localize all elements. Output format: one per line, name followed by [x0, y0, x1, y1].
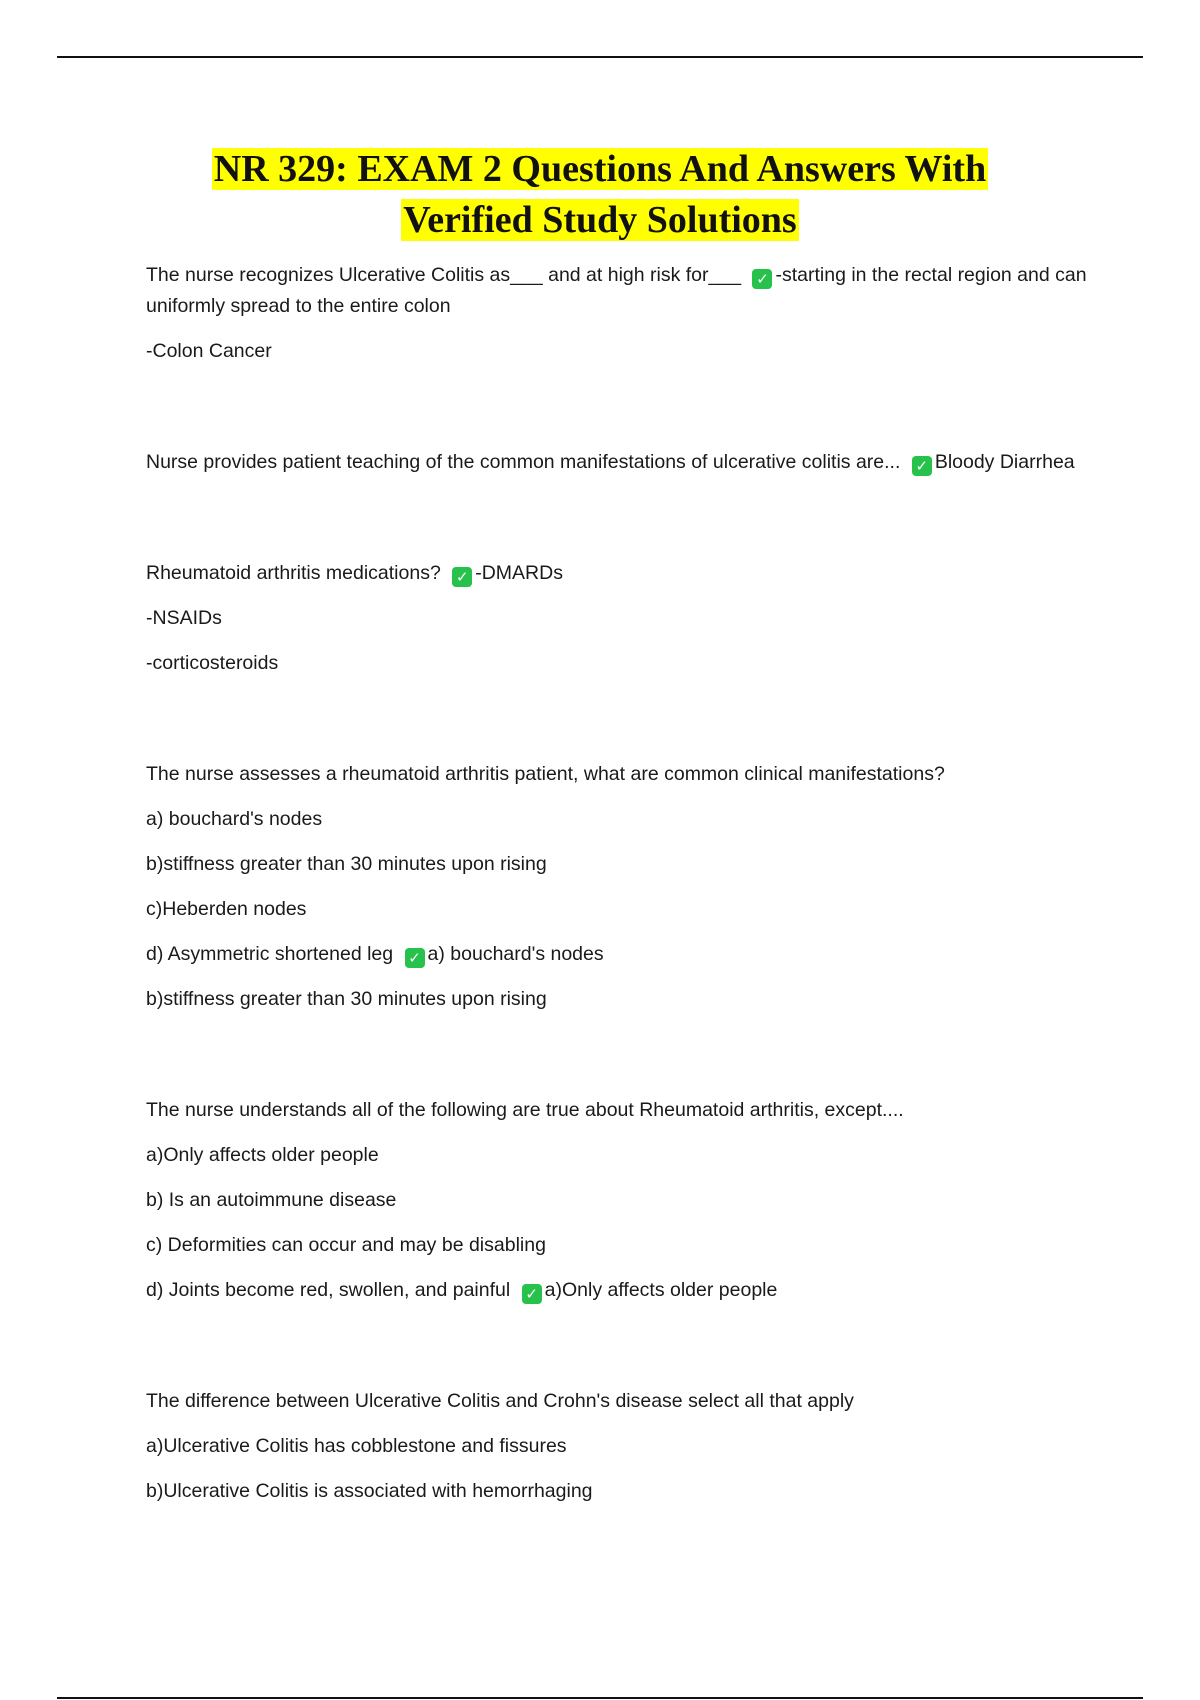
answer-line: -corticosteroids: [146, 652, 279, 674]
answer-text: a) bouchard's nodes: [427, 943, 604, 965]
check-mark-icon: ✓: [522, 1284, 542, 1304]
option-answer-line: [146, 939, 1096, 970]
qa-item: [146, 447, 1096, 478]
check-mark-icon: ✓: [405, 948, 425, 968]
option-answer-line: [146, 1275, 1096, 1306]
document-title: [0, 144, 1200, 246]
answer-text: a)Only affects older people: [544, 1279, 778, 1301]
question-text: Rheumatoid arthritis medications?: [146, 562, 441, 584]
answer-text: -DMARDs: [475, 562, 563, 584]
option-line: a)Only affects older people: [146, 1144, 379, 1166]
option-line: b)Ulcerative Colitis is associated with hemorrhaging: [146, 1480, 593, 1502]
question-text: The nurse assesses a rheumatoid arthritis patient, what are common clinical manifestations?: [146, 763, 945, 785]
answer-text: Bloody Diarrhea: [934, 451, 1075, 473]
question-text: The difference between Ulcerative Colitis and Crohn's disease select all that apply: [146, 1390, 854, 1412]
title-line-2: Verified Study Solutions: [403, 199, 797, 241]
qa-question: [146, 558, 1096, 589]
question-text: The nurse understands all of the following are true about Rheumatoid arthritis, except....: [146, 1099, 904, 1121]
check-mark-icon: ✓: [912, 456, 932, 476]
answer-line: -Colon Cancer: [146, 340, 272, 362]
qa-item: [146, 260, 1096, 367]
qa-item: [146, 759, 1096, 1015]
option-line: c) Deformities can occur and may be disabling: [146, 1234, 546, 1256]
bottom-rule: [57, 1697, 1143, 1699]
question-text: The nurse recognizes Ulcerative Colitis as___ and at high risk for___: [146, 264, 742, 286]
title-line-1: NR 329: EXAM 2 Questions And Answers With: [213, 148, 987, 190]
qa-item: [146, 558, 1096, 679]
top-rule: [57, 56, 1143, 58]
qa-item: [146, 1386, 1096, 1507]
answer-text: -starting in the rectal region and can uniformly spread to the entire colon: [146, 264, 1087, 317]
qa-question: [146, 447, 1096, 478]
check-mark-icon: ✓: [752, 269, 772, 289]
option-line: a)Ulcerative Colitis has cobblestone and fissures: [146, 1435, 567, 1457]
qa-item: [146, 1095, 1096, 1306]
option-line: b)stiffness greater than 30 minutes upon rising: [146, 853, 547, 875]
qa-list: [146, 260, 1096, 1587]
answer-line: -NSAIDs: [146, 607, 222, 629]
option-line: b) Is an autoimmune disease: [146, 1189, 397, 1211]
option-line: c)Heberden nodes: [146, 898, 307, 920]
check-mark-icon: ✓: [452, 567, 472, 587]
question-text: Nurse provides patient teaching of the common manifestations of ulcerative colitis are...: [146, 451, 901, 473]
option-text: d) Asymmetric shortened leg: [146, 943, 394, 965]
option-line: a) bouchard's nodes: [146, 808, 323, 830]
option-text: d) Joints become red, swollen, and painful: [146, 1279, 511, 1301]
qa-question: [146, 260, 1096, 322]
answer-line: b)stiffness greater than 30 minutes upon rising: [146, 988, 547, 1010]
